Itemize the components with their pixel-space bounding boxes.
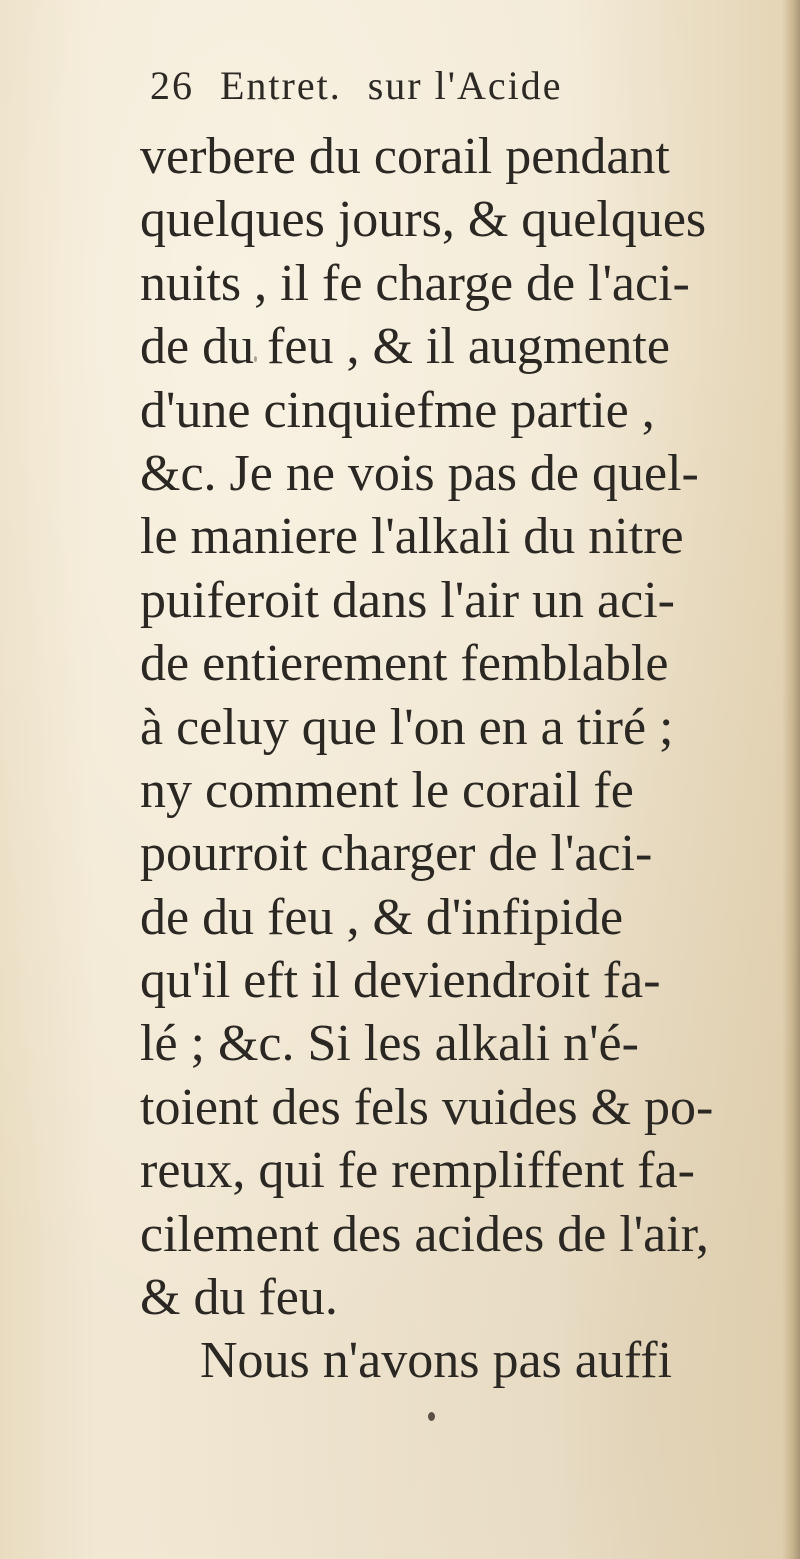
text-line: nuits , il fe charge de l'aci-	[140, 254, 690, 312]
text-line: quelques jours, & quelques	[140, 191, 707, 249]
text-line: d'une cinquiefme partie ,	[140, 381, 655, 439]
text-line: à celuy que l'on en a tiré ;	[140, 698, 674, 756]
running-title-2: sur l'Acide	[367, 63, 563, 108]
text-line: cilement des acides de l'air,	[140, 1205, 709, 1263]
text-line: ny comment le corail fe	[140, 761, 634, 819]
text-line: pourroit charger de l'aci-	[140, 825, 653, 883]
running-title-1: Entret.	[220, 63, 342, 108]
body-text	[140, 125, 785, 1393]
text-line: & du feu.	[140, 1269, 338, 1327]
text-line: de entierement femblable	[140, 635, 669, 693]
text-line: qu'il eft il deviendroit fa-	[140, 952, 661, 1010]
text-line: reux, qui fe rempliffent fa-	[140, 1142, 695, 1200]
text-line: puiferoit dans l'air un aci-	[140, 571, 675, 629]
text-line: lé ; &c. Si les alkali n'é-	[140, 1015, 639, 1073]
text-line: de du feu , & d'infipide	[140, 888, 624, 946]
ink-speck	[428, 1412, 435, 1421]
paragraph-start-line: Nous n'avons pas auffi	[200, 1332, 673, 1390]
text-line: toient des fels vuides & po-	[140, 1078, 714, 1136]
text-line: de du feu , & il augmente	[140, 318, 670, 376]
running-header	[150, 62, 576, 109]
text-line: le maniere l'alkali du nitre	[140, 508, 684, 566]
page-number: 26	[150, 63, 194, 108]
text-line: verbere du corail pendant	[140, 128, 670, 185]
text-line: &c. Je ne vois pas de quel-	[140, 444, 699, 502]
